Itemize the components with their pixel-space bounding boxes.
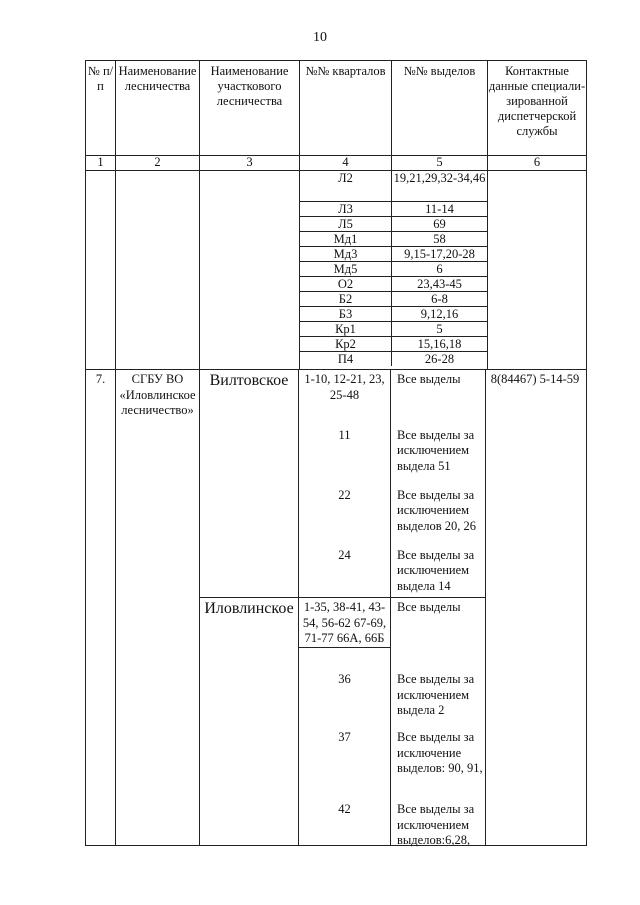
quarter-cell: 1-10, 12-21, 23, 25-48 (299, 370, 391, 414)
table-row (300, 322, 487, 337)
header-quarters: №№ кварталов (300, 61, 392, 155)
allotment-cell: 9,12,16 (420, 307, 459, 321)
col-number: 5 (392, 156, 488, 170)
district-item (299, 474, 485, 534)
quarter-cell: 1-35, 38-41, 43-54, 56-62 67-69, 71-77 66А, 66Б (299, 598, 391, 658)
page-number: 10 (313, 30, 327, 45)
allotment-cell: 11-14 (425, 202, 454, 216)
quarter-cell: Б3 (300, 307, 392, 321)
district-item (299, 534, 485, 597)
district-item (299, 716, 485, 788)
district-name: Вилтовское (200, 370, 299, 597)
col-number: 3 (200, 156, 300, 170)
quarter-cell: 24 (299, 534, 391, 597)
table-row (300, 232, 487, 247)
allotment-cell: Все выделы за исключением выдела 2 (397, 672, 475, 717)
empty-cell (200, 171, 300, 369)
col-number: 2 (116, 156, 200, 170)
quarter-allotment-list (300, 171, 488, 369)
district-items (299, 370, 485, 597)
allotment-cell: 58 (433, 232, 446, 246)
col-number: 1 (86, 156, 116, 170)
forestry-table (85, 60, 587, 846)
allotment-cell: Все выделы (397, 600, 461, 614)
allotment-cell: 23,43-45 (417, 277, 462, 291)
allotment-cell: 6 (436, 262, 443, 276)
row-7 (86, 370, 586, 845)
allotment-cell: 6-8 (431, 292, 448, 306)
district-item (299, 658, 485, 716)
table-row (300, 171, 487, 202)
quarter-cell: 37 (299, 716, 391, 788)
col-number: 6 (533, 155, 541, 169)
allotment-cell: 5 (436, 322, 443, 336)
continued-section (86, 171, 586, 370)
row-number: 7. (86, 370, 116, 845)
empty-cell (116, 171, 200, 369)
district-block (200, 598, 485, 845)
table-row (300, 262, 487, 277)
district-items (299, 598, 485, 845)
allotment-cell: Все выделы за исключением выделов:6,28, (397, 802, 475, 847)
table-row (300, 337, 487, 352)
table-row (300, 247, 487, 262)
quarter-cell: Л3 (300, 202, 392, 216)
quarter-cell: 42 (299, 788, 391, 845)
allotment-cell: Все выделы за исключение выделов: 90, 91, (397, 730, 483, 775)
district-item (299, 788, 485, 845)
quarter-cell: Л2 (300, 171, 392, 201)
col-number: 4 (300, 156, 392, 170)
forestry-name: СГБУ ВО «Иловлинское лесничество» (116, 370, 200, 845)
district-item (299, 370, 485, 414)
allotment-cell: Все выделы (397, 372, 461, 386)
quarter-cell: 11 (299, 414, 391, 474)
table-row (300, 202, 487, 217)
empty-cell (488, 171, 586, 369)
empty-cell (86, 171, 116, 369)
district-item (299, 414, 485, 474)
allotment-cell: Все выделы за исключением выдела 14 (397, 547, 475, 593)
allotment-cell: 26-28 (424, 352, 455, 366)
allotment-cell: Все выделы за исключением выдела 51 (397, 427, 475, 473)
quarter-cell: 22 (299, 474, 391, 534)
table-row (300, 292, 487, 307)
quarter-cell: О2 (300, 277, 392, 291)
table-row (300, 277, 487, 292)
quarter-cell: Мд1 (300, 232, 392, 246)
column-numbers-row (86, 156, 586, 171)
allotment-cell: 69 (433, 217, 446, 231)
district-name: Иловлинское (200, 598, 299, 845)
header-district: Наименование участкового лесничества (200, 61, 300, 155)
allotment-cell: 19,21,29,32-34,46 (393, 171, 486, 185)
quarter-cell: Л5 (300, 217, 392, 231)
district-item (299, 598, 485, 658)
quarter-cell: Б2 (300, 292, 392, 306)
allotment-cell: 15,16,18 (417, 337, 462, 351)
header-num: № п/п (86, 61, 116, 155)
allotment-cell: Все выделы за исключением выделов 20, 26 (397, 487, 476, 533)
quarter-cell: Мд5 (300, 262, 392, 276)
quarter-cell: Мд3 (300, 247, 392, 261)
table-row (300, 307, 487, 322)
district-block (200, 370, 485, 598)
contact-phone: 8(84467) 5-14-59 (490, 372, 580, 386)
quarter-cell: Кр2 (300, 337, 392, 351)
quarter-cell: Кр1 (300, 322, 392, 336)
districts (200, 370, 486, 845)
header-contacts: Контактные данные специали-зированной диспетчерской службы (488, 64, 586, 138)
allotment-cell: 9,15-17,20-28 (404, 247, 475, 261)
header-allotments: №№ выделов (392, 61, 488, 155)
table-row (300, 352, 487, 366)
table-header (86, 61, 586, 156)
quarter-cell: П4 (300, 352, 392, 366)
quarter-cell: 36 (299, 658, 391, 716)
header-forestry: Наименование лесничества (116, 61, 200, 155)
table-row (300, 217, 487, 232)
